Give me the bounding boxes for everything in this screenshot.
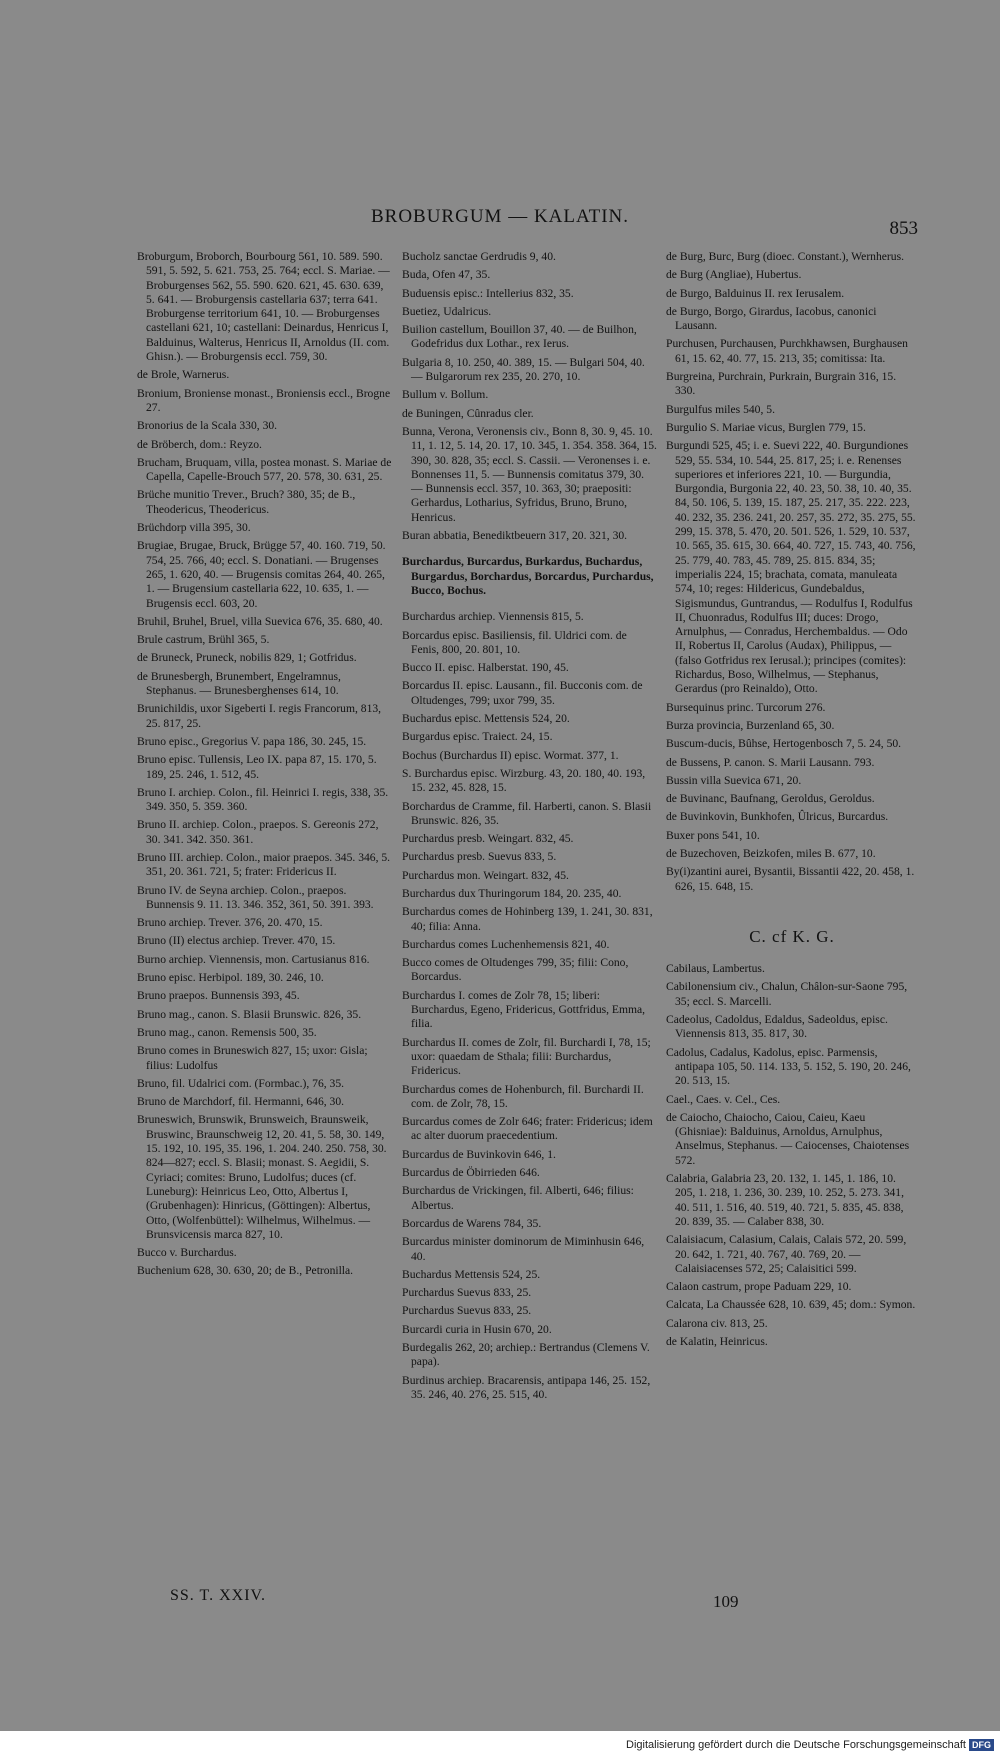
index-entry: Burdegalis 262, 20; archiep.: Bertrandus (Clemens V. papa).: [402, 1341, 650, 1369]
index-entry: Bruno episc., Gregorius V. papa 186, 30. 245, 15.: [137, 734, 367, 748]
index-entry: Bruno IV. de Seyna archiep. Colon., praepos. Bunnensis 9. 11. 13. 346. 352, 361, 50. 391. 393.: [137, 883, 374, 911]
index-entry: Cael., Caes. v. Cel., Ces.: [666, 1092, 781, 1106]
index-entry: S. Burchardus episc. Wirzburg. 43, 20. 180, 40. 193, 15. 232, 45. 828, 15.: [402, 766, 646, 795]
index-entry: Builion castellum, Bouillon 37, 40. — de Builhon, Godefridus dux Lothar., rex Ierus.: [402, 323, 637, 351]
index-entry: de Bussens, P. canon. S. Marii Lausann. 793.: [666, 755, 875, 769]
index-entry: Burgreina, Purchrain, Purkrain, Burgrain 316, 15. 330.: [666, 370, 897, 398]
index-entry: Buxer pons 541, 10.: [666, 828, 760, 842]
index-entry: Purchusen, Purchausen, Purchkhawsen, Burghausen 61, 15. 62, 40. 77, 15. 213, 35; comitissa: Ita.: [666, 337, 908, 365]
index-entry: Buda, Ofen 47, 35.: [402, 268, 491, 282]
index-entry: Burcardus comes de Zolr 646; frater: Fridericus; idem ac alter duorum praecedentium.: [402, 1115, 653, 1143]
index-entry: Burdinus archiep. Bracarensis, antipapa 146, 25. 152, 35. 246, 40. 276, 25. 515, 40.: [402, 1373, 651, 1401]
index-entry: Buran abbatia, Benediktbeuern 317, 20. 321, 30.: [402, 529, 628, 543]
index-entry: Bruno mag., canon. Remensis 500, 35.: [137, 1025, 317, 1039]
index-entry: Burgulfus miles 540, 5.: [666, 402, 775, 416]
index-entry: de Burgo, Borgo, Girardus, Iacobus, canonici Lausann.: [666, 304, 877, 333]
index-entry: Burcardus minister dominorum de Miminhusin 646, 40.: [402, 1235, 645, 1263]
index-entry: Buchardus episc. Mettensis 524, 20.: [402, 712, 570, 726]
index-entry: Brüchdorp villa 395, 30.: [137, 521, 251, 535]
index-entry: Bruno mag., canon. S. Blasii Brunswic. 826, 35.: [137, 1007, 362, 1021]
index-entry: de Bruneck, Pruneck, nobilis 829, 1; Gotfridus.: [137, 651, 357, 665]
index-entry: Purchardus Suevus 833, 25.: [402, 1304, 532, 1318]
index-entry: Purchardus presb. Suevus 833, 5.: [402, 850, 557, 864]
volume-mark: SS. T. XXIV.: [170, 1587, 267, 1604]
index-entry: Burcardus de Öbirrieden 646.: [402, 1166, 540, 1180]
index-entry: Brule castrum, Brühl 365, 5.: [137, 633, 270, 647]
index-entry: Bullum v. Bollum.: [402, 388, 489, 402]
index-entry: Bruno episc. Herbipol. 189, 30. 246, 10.: [137, 971, 324, 985]
index-entry: Purchardus mon. Weingart. 832, 45.: [402, 868, 569, 882]
index-entry: de Brole, Warnerus.: [137, 368, 230, 382]
index-entry: Bruhil, Bruhel, Bruel, villa Suevica 676, 35. 680, 40.: [137, 614, 383, 628]
index-entry: de Brunesbergh, Brunembert, Engelramnus, Stephanus. — Brunesberghenses 614, 10.: [137, 669, 341, 698]
index-column-3: [666, 250, 918, 1353]
index-entry: Buscum-ducis, Bûhse, Hertogenbosch 7, 5. 24, 50.: [666, 737, 902, 751]
index-entry: Bochus (Burchardus II) episc. Wormat. 377, 1.: [402, 748, 619, 762]
index-entry: Bucco v. Burchardus.: [137, 1246, 237, 1260]
index-column-1: [137, 250, 392, 1283]
index-entry: Burgardus episc. Traiect. 24, 15.: [402, 730, 553, 744]
index-entry: Cadeolus, Cadoldus, Edaldus, Sadeoldus, episc. Viennensis 813, 35. 817, 30.: [666, 1013, 888, 1041]
index-entry: Bruno I. archiep. Colon., fil. Heinrici I. regis, 338, 35. 349. 350, 5. 359. 360.: [137, 785, 389, 814]
index-entry: Calaisiacum, Calasium, Calais, Calais 572, 20. 599, 20. 642, 1. 721, 40. 767, 40. 769, 20. — Calaisiacenses 572, 25; Calaisitici 599.: [666, 1233, 907, 1275]
index-entry: de Caiocho, Chaiocho, Caiou, Caieu, Kaeu (Ghisniae): Balduinus, Arnoldus, Arnulphus, Anselmus, Stephanus. — Caiocenses, Chaiotenses 572.: [666, 1110, 910, 1167]
index-entry: Bucholz sanctae Gerdrudis 9, 40.: [402, 250, 556, 263]
index-entry: Bunna, Verona, Veronensis civ., Bonn 8, 30. 9, 45. 10. 11, 1. 12, 5. 14, 20. 17, 10. 345, 1. 354. 358. 364, 15. 390, 30. 828, 35; eccl. S. Cassii. — Veronenses i. e. Bonnenses 11, 5. — Bunnensis comitatus 379, 30. — Bunnensis eccl. 357, 10. 363, 30; praepositi: Gerhardus, Lotharius, Syfridus, Bruno, Bruno, Henricus.: [402, 424, 657, 524]
index-entry: Purchardus presb. Weingart. 832, 45.: [402, 832, 574, 846]
index-entry: By(i)zantini aurei, Bysantii, Bissantii 422, 20. 458, 1. 626, 15. 648, 15.: [666, 865, 915, 893]
index-entry: Bronorius de la Scala 330, 30.: [137, 419, 278, 433]
index-entry: Burcardus de Buvinkovin 646, 1.: [402, 1147, 556, 1161]
sheet-signature: 109: [713, 1592, 739, 1611]
index-entry: Buetiez, Udalricus.: [402, 304, 492, 318]
index-entry: Calaon castrum, prope Paduam 229, 10.: [666, 1280, 852, 1294]
index-entry: Burchardus dux Thuringorum 184, 20. 235, 40.: [402, 886, 622, 900]
index-entry: de Buzechoven, Beizkofen, miles B. 677, 10.: [666, 846, 876, 860]
index-entry: Burchardus I. comes de Zolr 78, 15; liberi: Burchardus, Egeno, Fridericus, Gottfridus, Emma, filia.: [402, 988, 646, 1031]
index-entry: Burcardi curia in Husin 670, 20.: [402, 1322, 552, 1336]
index-entry: Buchenium 628, 30. 630, 20; de B., Petronilla.: [137, 1264, 354, 1278]
digitization-footer: [0, 1731, 1000, 1761]
index-entry: Brucham, Bruquam, villa, postea monast. S. Mariae de Capella, Capelle-Brouch 577, 20. 578, 30. 631, 25.: [137, 455, 392, 484]
index-entry: Burchardus comes de Hohinberg 139, 1. 241, 30. 831, 40; filia: Anna.: [402, 905, 653, 933]
index-entry: Cabilonensium civ., Chalun, Châlon-sur-Saone 795, 35; eccl. S. Marcelli.: [666, 980, 908, 1008]
index-entry: Borcardus II. episc. Lausann., fil. Bucconis com. de Oltudenges, 799; uxor 799, 35.: [402, 679, 643, 707]
burchardus-heading: Burchardus, Burcardus, Burkardus, Buchardus, Burgardus, Borchardus, Borcardus, Purchardus, Bucco, Bochus.: [402, 555, 654, 597]
index-entry: de Burg, Burc, Burg (dioec. Constant.), Wernherus.: [666, 250, 904, 263]
index-entry: Cadolus, Cadalus, Kadolus, episc. Parmensis, antipapa 105, 50. 114. 133, 5. 152, 5. 190, 20. 246, 20. 513, 15.: [666, 1045, 911, 1088]
index-entry: Burchardus comes de Hohenburch, fil. Burchardi II. com. de Zolr, 78, 15.: [402, 1082, 644, 1110]
index-entry: de Buvinanc, Baufnang, Geroldus, Geroldus.: [666, 792, 875, 806]
index-entry: Bruno archiep. Trever. 376, 20. 470, 15.: [137, 916, 323, 930]
index-entry: Brunichildis, uxor Sigeberti I. regis Francorum, 813, 25. 817, 25.: [137, 702, 382, 730]
running-title: BROBURGUM — KALATIN.: [370, 206, 630, 227]
index-entry: Borchardus de Cramme, fil. Harberti, canon. S. Blasii Brunswic. 826, 35.: [402, 799, 652, 827]
index-entry: Bronium, Broniense monast., Broniensis eccl., Brogne 27.: [137, 386, 391, 414]
index-entry: de Kalatin, Heinricus.: [666, 1335, 768, 1348]
index-entry: Bruno, fil. Udalrici com. (Formbac.), 76, 35.: [137, 1076, 345, 1090]
index-entry: Brüche munitio Trever., Bruch? 380, 35; de B., Theodericus, Theodericus.: [137, 488, 356, 516]
index-entry: Burgulio S. Mariae vicus, Burglen 779, 15.: [666, 420, 866, 434]
index-entry: Burno archiep. Viennensis, mon. Cartusianus 816.: [137, 952, 370, 966]
index-entry: Broburgum, Broborch, Bourbourg 561, 10. 589. 590. 591, 5. 592, 5. 621. 753, 25. 764; eccl. S. Mariae. — Broburgenses 562, 55. 590. 620. 621, 45. 630. 639, 5. 641. — Broburgensis castellaria 637; terra 641. Broburgense territorium 641, 10. — Broburgenses castellani 621, 10; castellani: Deinardus, Henricus I, Balduinus, Walterus, Henricus II, Arnoldus (II. com. Ghisn.). — Broburgensis eccl. 759, 30.: [137, 250, 390, 364]
index-entry: Bursequinus princ. Turcorum 276.: [666, 700, 826, 714]
index-entry: Bruno II. archiep. Colon., praepos. S. Gereonis 272, 30. 341. 342. 350. 361.: [137, 818, 379, 846]
index-entry: Burza provincia, Burzenland 65, 30.: [666, 718, 835, 732]
index-entry: Cabilaus, Lambertus.: [666, 962, 765, 976]
page-number: 853: [889, 218, 918, 239]
index-entry: Bruno (II) electus archiep. Trever. 470, 15.: [137, 934, 336, 948]
index-entry: Bucco II. episc. Halberstat. 190, 45.: [402, 661, 569, 675]
index-entry: Bruno comes in Bruneswich 827, 15; uxor: Gisla; filius: Ludolfus: [137, 1044, 368, 1072]
index-entry: Burchardus de Vrickingen, fil. Alberti, 646; filius: Albertus.: [402, 1184, 634, 1212]
index-entry: Bruno III. archiep. Colon., maior praepos. 345. 346, 5. 351, 20. 361. 721, 5; frater: Fridericus II.: [137, 850, 391, 879]
index-entry: Bucco comes de Oltudenges 799, 35; filii: Cono, Borcardus.: [402, 956, 629, 984]
index-entry: de Burgo, Balduinus II. rex Ierusalem.: [666, 286, 845, 300]
index-entry: Calarona civ. 813, 25.: [666, 1316, 768, 1330]
index-entry: Bruno praepos. Bunnensis 393, 45.: [137, 989, 300, 1003]
index-entry: Burchardus comes Luchenhemensis 821, 40.: [402, 937, 610, 951]
index-entry: Calcata, La Chaussée 628, 10. 639, 45; dom.: Symon.: [666, 1298, 916, 1312]
index-entry: de Burg (Angliae), Hubertus.: [666, 268, 802, 282]
index-entry: Burchardus II. comes de Zolr, fil. Burchardi I, 78, 15; uxor: quaedam de Sthala; filii: Burchardus, Fridericus.: [402, 1035, 651, 1078]
index-entry: Purchardus Suevus 833, 25.: [402, 1286, 532, 1300]
index-entry: Bruno de Marchdorf, fil. Hermanni, 646, 30.: [137, 1095, 345, 1109]
index-entry: Buduensis episc.: Intellerius 832, 35.: [402, 286, 574, 300]
index-entry: Bulgaria 8, 10. 250, 40. 389, 15. — Bulgari 504, 40. — Bulgarorum rex 235, 20. 270, 10.: [402, 355, 645, 384]
index-entry: Calabria, Galabria 23, 20. 132, 1. 145, 1. 186, 10. 205, 1. 218, 1. 236, 30. 239, 10. 252, 5. 273. 341, 40. 511, 1. 516, 40. 519, 40. 721, 5. 835, 45. 838, 20. 839, 35. — Calaber 838, 30.: [666, 1172, 904, 1228]
index-entry: Bussin villa Suevica 671, 20.: [666, 773, 802, 787]
index-entry: Borcardus de Warens 784, 35.: [402, 1216, 542, 1230]
index-entry: Burgundi 525, 45; i. e. Suevi 222, 40. Burgundiones 529, 55. 534, 10. 544, 25. 817, 25; i. e. Renenses superiores et inferiores 221, 10. — Burgundia, Burgondia, Burgonia 22, 40. 23, 50. 38, 10. 40, 35. 84, 50. 106, 5. 139, 15. 187, 25. 217, 35. 222. 223, 40. 232, 35. 236. 241, 20. 257, 35. 272, 35. 275, 55. 299, 15. 378, 5. 470, 20. 501. 526, 1. 529, 10. 537, 10. 565, 35. 615, 30. 664, 40. 727, 15. 743, 40. 756, 25. 779, 40. 783, 45. 789, 25. 815. 834, 35; imperialis 224, 15; brachata, comata, manuleata 574, 10; reges: Hildericus, Gundebaldus, Sigismundus, Guntrandus, — Rodulfus I, Rodulfus II, Chuonradus, Rodulfus III; duces: Drogo, Arnulphus, — Conradus, Herchembaldus. — Odo II, Robertus II, Carolus (Audax), Philippus, — (falso Gotfridus rex Ierusal.); principes (comites): Richardus, Boso, Wilhelmus, — Stephanus, Gerardus (pro Reinaldo), Otto.: [666, 439, 916, 696]
digitization-note: Digitalisierung gefördert durch die Deutsche Forschungsgemeinschaft: [626, 1739, 966, 1751]
index-entry: Borcardus episc. Basiliensis, fil. Uldrici com. de Fenis, 800, 20. 801, 10.: [402, 628, 627, 656]
index-entry: Buchardus Mettensis 524, 25.: [402, 1267, 541, 1281]
index-entry: Burchardus archiep. Viennensis 815, 5.: [402, 610, 584, 624]
dfg-logo-icon: DFG: [969, 1739, 994, 1751]
index-entry: de Buningen, Cûnradus cler.: [402, 406, 534, 420]
index-entry: de Buvinkovin, Bunkhofen, Ûlricus, Burcardus.: [666, 810, 889, 824]
section-c-heading: C. cf K. G.: [749, 926, 835, 946]
index-entry: Bruno episc. Tullensis, Leo IX. papa 87, 15. 170, 5. 189, 25. 246, 1. 512, 45.: [137, 753, 377, 781]
index-entry: de Bröberch, dom.: Reyzo.: [137, 437, 262, 451]
index-entry: Bruneswich, Brunswik, Brunsweich, Braunsweik, Bruswinc, Braunschweig 12, 20. 41, 5. 58, 30. 149, 15. 192, 10. 195, 35. 196, 1. 204. 240. 250. 758, 30. 824—827; eccl. S. Blasii; monast. S. Aegidii, S. Cyriaci; comites: Bruno, Ludolfus; duces (cf. Luneburg): Heinricus Leo, Otto, Albertus I, (Grubenhagen): Hinricus, (Göttingen): Albertus, Otto, (Wolfenbüttel): Wilhelmus, Wilhelmus. — Brunsvicensis marca 827, 10.: [137, 1113, 387, 1241]
index-entry: Brugiae, Brugae, Bruck, Brügge 57, 40. 160. 719, 50. 754, 25. 766, 40; eccl. S. Donatiani. — Brugenses 265, 1. 620, 40. — Brugensis comitas 264, 40. 265, 1. — Brugensium castellaria 622, 10. 635, 1. — Brugensis eccl. 603, 20.: [137, 539, 386, 610]
index-column-2: [402, 250, 657, 1406]
